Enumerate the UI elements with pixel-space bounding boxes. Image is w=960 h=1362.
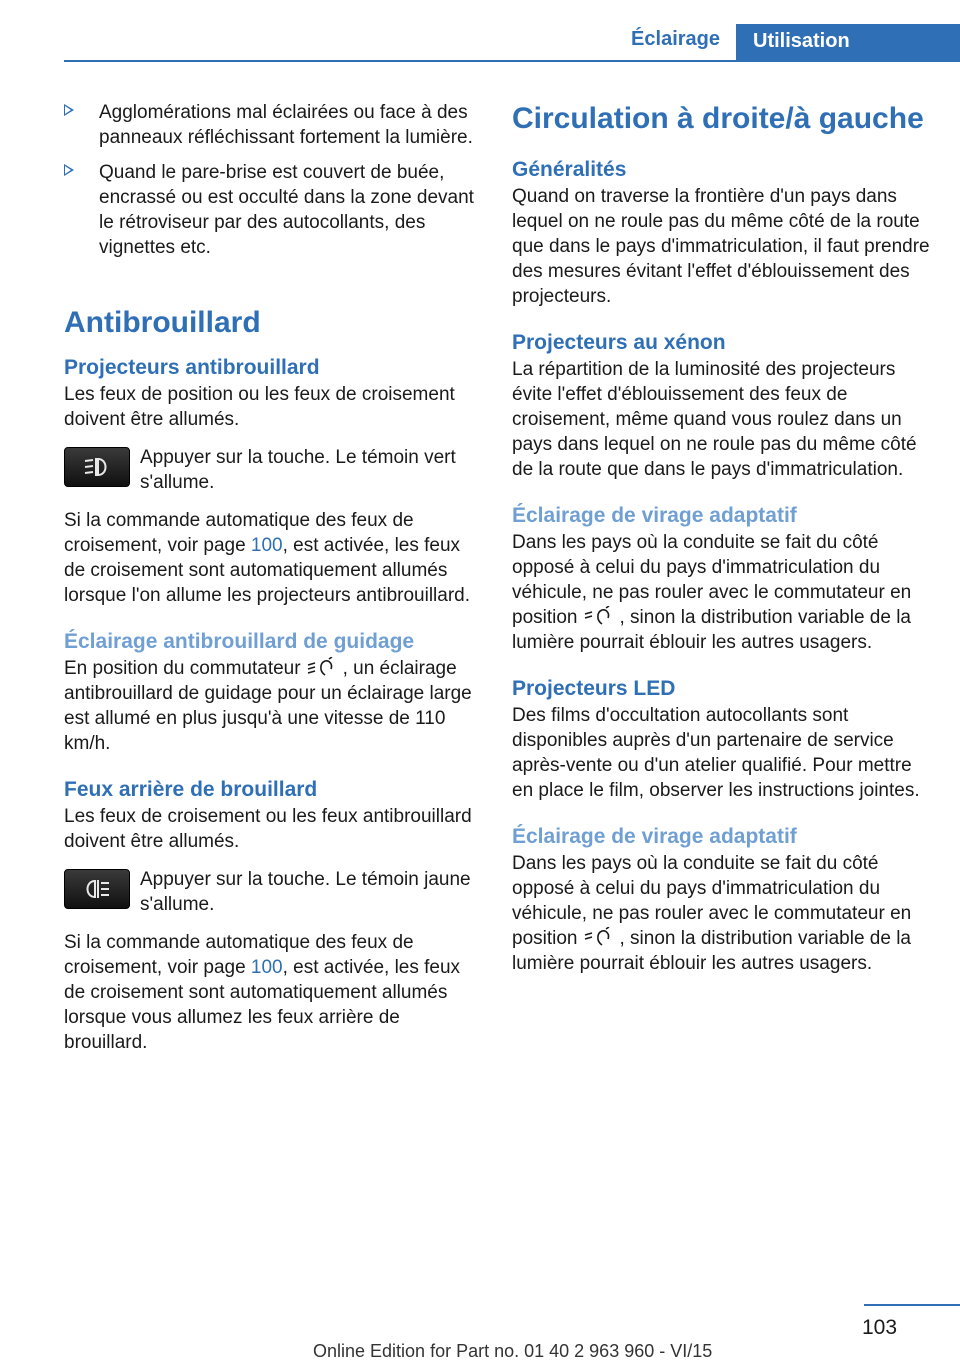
paragraph: Quand on traverse la frontière d'un pays dans lequel on ne roule pas du même côté de la route que dans le pays d'immatriculation, il faut prendre des mesures évitant l'effet d'éblouissement des projecteurs. [512,186,930,307]
headlight-auto-switch-icon [582,927,616,947]
paragraph: En position du commutateur , un éclairage antibrouillard de guidage pour un éclairage large est allumé en plus jusqu'à une vitesse de 110 km/h. [64,658,472,754]
paragraph: Dans les pays où la conduite se fait du côté opposé à celui du pays d'immatriculation du véhicule, ne pas rouler avec le commutateur en position , sinon la distribution variable de la lumière pourrait éblouir les autres usagers. [512,853,912,974]
edition-footer: Online Edition for Part no. 01 40 2 963 960 - VI/15 [313,1341,713,1361]
subsection-title-rear-fog: Feux arrière de brouillard [64,778,318,801]
header-rule [64,60,960,62]
paragraph: Les feux de croisement ou les feux antibrouillard doivent être allumés. [64,806,472,852]
bullet-text: Agglomérations mal éclairées ou face à des panneaux réfléchissant fortement la lumière. [99,102,473,148]
subsection-title-xenon: Projecteurs au xénon [512,331,726,354]
bullet-triangle-icon [64,104,74,116]
left-column [64,100,476,1055]
footer-rule [864,1304,960,1306]
paragraph: Si la commande automatique des feux de croisement, voir page 100, est activée, les feux de croisement sont automatiquement allumés lorsque vous allumez les feux arrière de brouillard. [64,932,461,1053]
page-header [0,24,960,64]
paragraph: La répartition de la luminosité des projecteurs évite l'effet d'éblouissement des feux de croisement, même quand vous roulez dans un pays dans lequel on ne roule pas du même côté de la route que dans le pays d'immatriculation. [512,359,917,480]
subsection-title-fog-lights: Projecteurs antibrouillard [64,356,320,379]
rear-fog-light-icon [64,869,130,909]
header-tab-label: Utilisation [753,30,850,52]
bullet-text: Quand le pare-brise est couvert de buée, encrassé ou est occulté dans la zone devant le rétroviseur par des autocollants, des vignettes etc. [99,162,474,258]
right-column [512,100,930,976]
paragraph: Dans les pays où la conduite se fait du côté opposé à celui du pays d'immatriculation du véhicule, ne pas rouler avec le commutateur en position , sinon la distribution variable de la lumière pourrait éblouir les autres usagers. [512,532,912,653]
subsection-title-adaptive-curve: Éclairage de virage adaptatif [512,825,797,848]
subsection-title-general: Généralités [512,158,627,181]
header-category: Éclairage [631,28,720,50]
paragraph: Si la commande automatique des feux de croisement, voir page 100, est activée, les feux de croisement sont automatiquement allumés lorsque l'on allume les projecteurs antibrouillard. [64,510,471,606]
front-fog-light-icon [64,447,130,487]
paragraph: Les feux de position ou les feux de croisement doivent être allumés. [64,384,455,430]
subsection-title-led: Projecteurs LED [512,677,676,700]
page-link[interactable]: 100 [250,535,283,556]
headlight-auto-switch-icon [305,657,339,677]
button-instruction-text: Appuyer sur la touche. Le témoin vert s'allume. [140,447,456,493]
subsection-title-adaptive-curve: Éclairage de virage adaptatif [512,504,797,527]
page-link[interactable]: 100 [250,957,283,978]
section-title-antibrouillard: Antibrouillard [64,306,261,339]
headlight-auto-switch-icon [582,606,616,626]
subsection-title-guidance-fog: Éclairage antibrouillard de guidage [64,630,415,653]
bullet-triangle-icon [64,164,74,176]
button-instruction-text: Appuyer sur la touche. Le témoin jaune s'allume. [140,869,471,915]
button-instruction [64,445,476,495]
bullet-item [64,100,476,150]
paragraph: Des films d'occultation autocollants sont disponibles auprès d'un partenaire de service après-vente ou d'un atelier qualifié. Pour mettre en place le film, observer les instructions jointes. [512,705,920,801]
button-instruction [64,867,476,917]
header-tab [736,24,960,62]
page-number: 103 [862,1316,898,1339]
bullet-item [64,160,476,260]
section-title-traffic-side: Circulation à droite/à gauche [512,102,924,135]
